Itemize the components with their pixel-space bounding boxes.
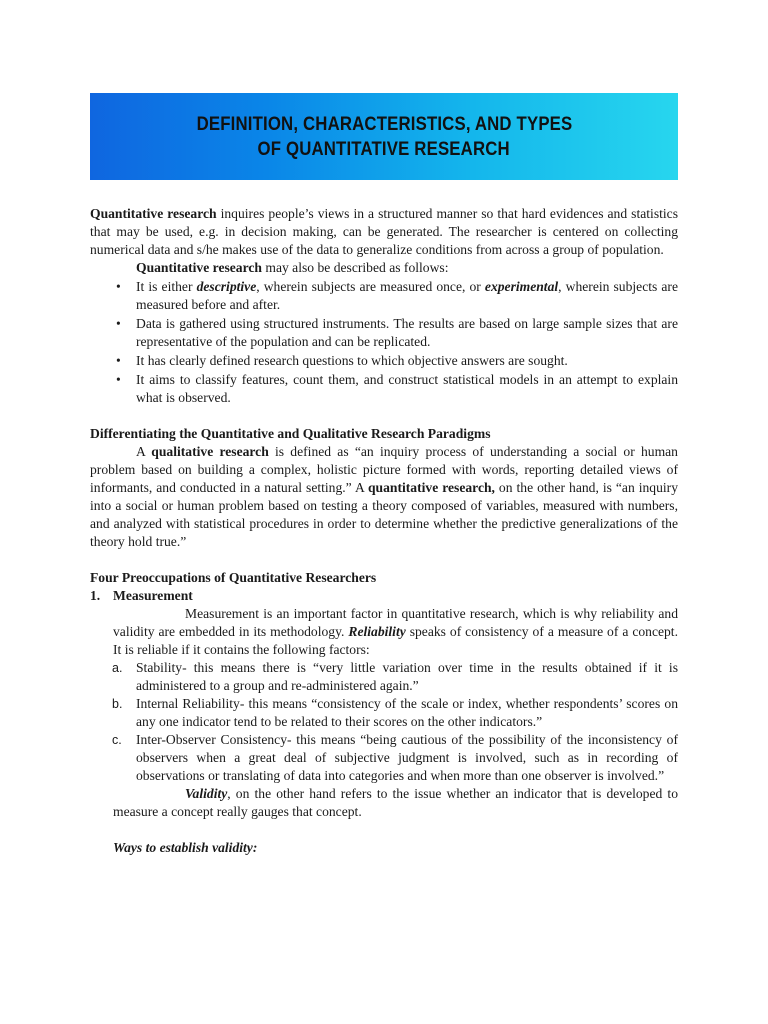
bullet-text: , wherein subjects are measured before and after. [136, 279, 678, 312]
term-reliability: Reliability [348, 624, 406, 639]
intro-text: inquires people’s views in a structured manner so that hard evidences and statistics that may be used, e.g. in decision making, can be generated. The researcher is centered on collecting numerical data and s/he makes use of the data to generalize conditions from across a group of population. [90, 206, 678, 257]
intro-paragraph [90, 205, 678, 259]
term-descriptive: descriptive [196, 279, 257, 294]
list-item: • It has clearly defined research questions to which objective answers are sought. [90, 352, 678, 370]
subsection-heading-measurement [90, 587, 678, 605]
characteristics-list [90, 278, 678, 407]
list-item: • It aims to classify features, count them, and construct statistical models in an attempt to explain what is observed. [90, 371, 678, 407]
validity-block [90, 785, 678, 821]
bullet-text: It is either [136, 279, 197, 294]
described-text: may also be described as follows: [261, 260, 449, 275]
paragraph-text: is defined as “an inquiry process of understanding a social or human problem based on building a complex, holistic picture formed with words, reporting detailed views of informants, and conducted in a natural setting.” A [90, 444, 678, 495]
list-item [90, 278, 678, 314]
factor-text: Inter-Observer Consistency- this means “being cautious of the possibility of the inconsistency of observers when a great deal of subjective judgment is involved, such as in recording of observations or translating of data into categories and when more than one observer is involved.” [136, 732, 678, 783]
document-body [90, 205, 678, 857]
described-paragraph [90, 259, 678, 277]
term-quantitative-research-3: quantitative research, [368, 480, 495, 495]
term-quantitative-research-2: Quantitative research [136, 260, 262, 275]
subsection-number: 1. [90, 588, 101, 603]
term-experimental: experimental [484, 279, 559, 294]
validity-paragraph [113, 785, 678, 821]
title-banner [90, 93, 678, 180]
paradigms-paragraph [90, 443, 678, 551]
factor-text: Stability- this means there is “very little variation over time in the results obtained if it is administered to a group and re-administered again.” [136, 660, 678, 693]
list-marker: c. [112, 733, 122, 747]
measurement-paragraph [113, 605, 678, 659]
term-validity: Validity [185, 786, 228, 801]
paragraph-text: on the other hand, is “an inquiry into a social or human problem based on testing a theory composed of variables, measured with numbers, and analyzed with statistical procedures in order to determine whether the predictive generalizations of the theory hold true.” [90, 480, 678, 549]
term-qualitative-research: qualitative research [151, 444, 269, 459]
factor-text: Internal Reliability- this means “consistency of the scale or index, whether respondents’ scores on any one indicator tend to be related to their scores on the other indicators.” [136, 696, 678, 729]
list-item [90, 659, 678, 695]
list-item [90, 695, 678, 731]
section-heading-paradigms: Differentiating the Quantitative and Qualitative Research Paradigms [90, 426, 491, 441]
section-heading-preoccupations: Four Preoccupations of Quantitative Researchers [90, 570, 377, 585]
paragraph-text: A [136, 444, 152, 459]
title-line-1: DEFINITION, CHARACTERISTICS, AND TYPES [196, 112, 572, 135]
term-quantitative-research: Quantitative research [90, 206, 217, 221]
reliability-factors-list [90, 659, 678, 785]
paragraph-text: speaks of consistency of a measure of a concept. It is reliable if it contains the following factors: [113, 624, 678, 657]
paragraph-text: Measurement is an important factor in quantitative research, which is why reliability and validity are embedded in its methodology. [113, 606, 678, 639]
list-marker: b. [112, 697, 123, 711]
list-marker: a. [112, 661, 123, 675]
ways-heading: Ways to establish validity: [113, 840, 258, 855]
list-item [90, 731, 678, 785]
measurement-block [90, 605, 678, 659]
list-item: • Data is gathered using structured instruments. The results are based on large sample sizes that are representative of the population and can be replicated. [90, 315, 678, 351]
bullet-text: , wherein subjects are measured once, or [256, 279, 485, 294]
paragraph-text: , on the other hand refers to the issue whether an indicator that is developed to measure a concept really gauges that concept. [113, 786, 678, 819]
title-line-2: OF QUANTITATIVE RESEARCH [257, 137, 511, 160]
subsection-title: Measurement [113, 588, 193, 603]
